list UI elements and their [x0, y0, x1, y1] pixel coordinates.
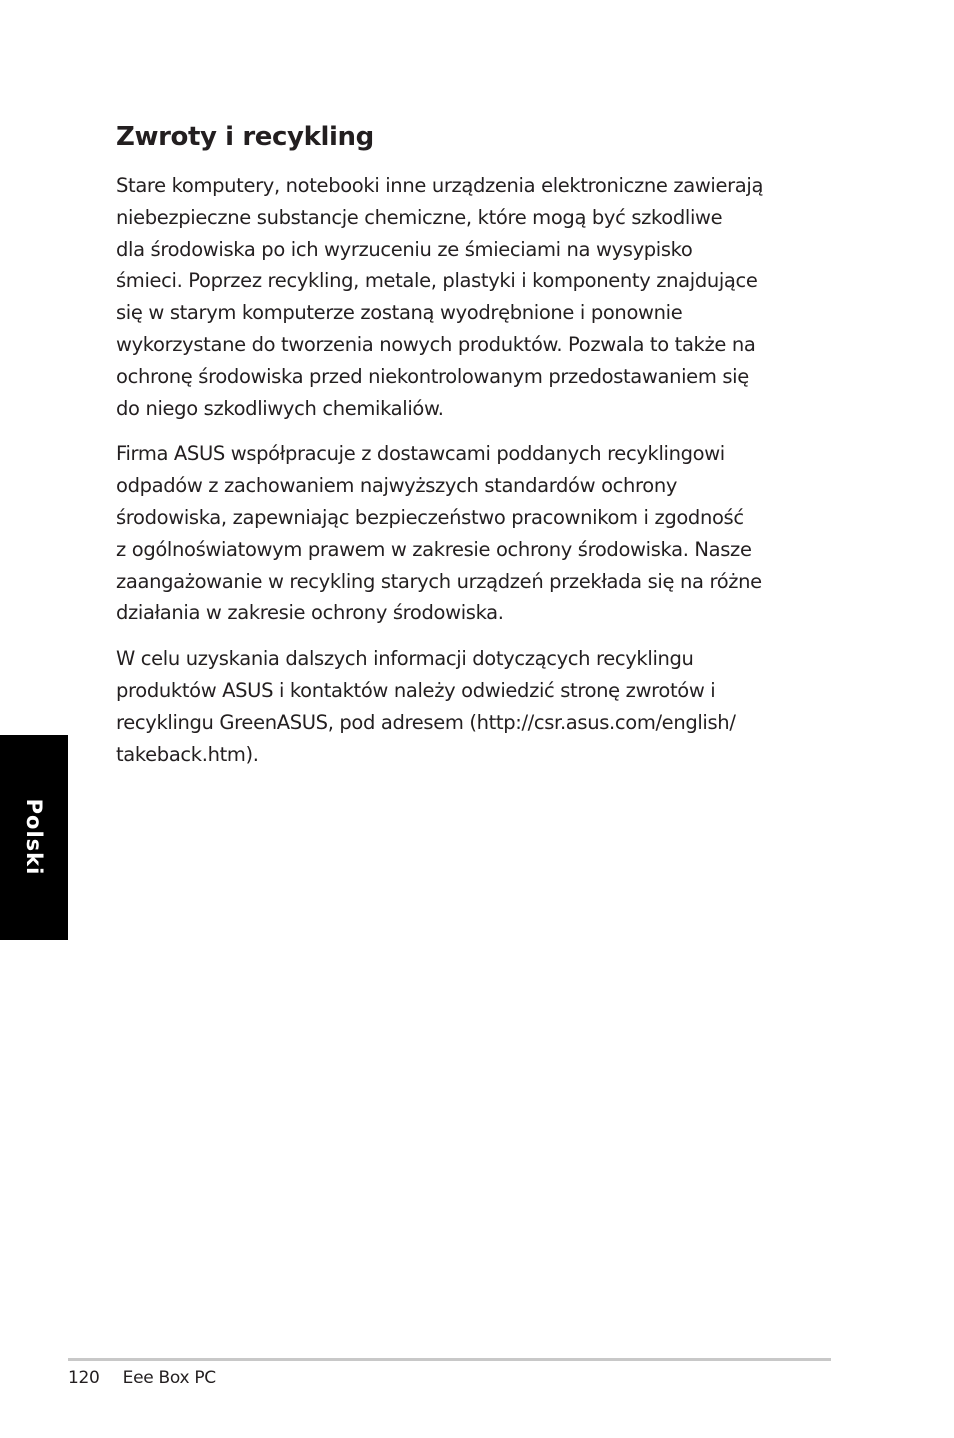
text-line: środowiska, zapewniając bezpieczeństwo pracownikom i zgodność [116, 505, 744, 529]
text-line: ochronę środowiska przed niekontrolowanym przedostawaniem się [116, 364, 749, 388]
language-side-tab [0, 735, 68, 940]
text-line: śmieci. Poprzez recykling, metale, plastyki i komponenty znajdujące [116, 269, 758, 293]
text-line: Stare komputery, notebooki inne urządzenia elektroniczne zawierają [116, 174, 764, 197]
text-line: do niego szkodliwych chemikaliów. [116, 396, 444, 420]
footer-divider [68, 1358, 831, 1361]
text-line: się w starym komputerze zostaną wyodrębnione i ponownie [116, 301, 683, 325]
text-line: zaangażowanie w recykling starych urządzeń przekłada się na różne [116, 569, 762, 593]
text-line: niebezpieczne substancje chemiczne, które mogą być szkodliwe [116, 205, 723, 229]
main-content [116, 118, 832, 784]
text-line: z ogólnoświatowym prawem w zakresie ochrony środowiska. Nasze [116, 537, 752, 561]
text-line: produktów ASUS i kontaktów należy odwiedzić stronę zwrotów i [116, 678, 716, 702]
text-line: takeback.htm). [116, 742, 259, 766]
text-line: dla środowiska po ich wyrzuceniu ze śmieciami na wysypisko [116, 237, 693, 261]
page-number: 120 [68, 1368, 100, 1388]
text-line: recyklingu GreenASUS, pod adresem (http://csr.asus.com/english/ [116, 710, 736, 734]
text-line: W celu uzyskania dalszych informacji dotyczących recyklingu [116, 647, 694, 671]
page-footer [68, 1366, 216, 1390]
text-line: Firma ASUS współpracuje z dostawcami poddanych recyklingowi [116, 442, 725, 466]
paragraph-more-info [116, 643, 832, 770]
text-line: działania w zakresie ochrony środowiska. [116, 601, 504, 625]
paragraph-asus-partners [116, 438, 832, 629]
product-name: Eee Box PC [122, 1368, 216, 1388]
paragraph-recycling-intro [116, 170, 832, 424]
section-heading: Zwroty i recykling [116, 122, 374, 152]
text-line: odpadów z zachowaniem najwyższych standardów ochrony [116, 474, 678, 498]
language-tab-label: Polski [22, 798, 46, 876]
text-line: wykorzystane do tworzenia nowych produktów. Pozwala to także na [116, 332, 756, 356]
